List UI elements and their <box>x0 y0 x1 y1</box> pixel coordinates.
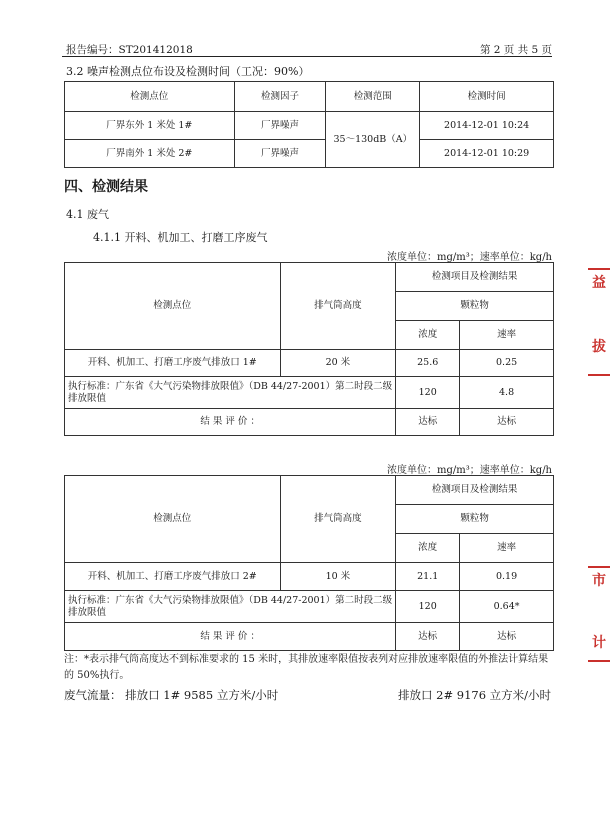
cell-std-rate: 4.8 <box>460 377 554 409</box>
col-header-height: 排气筒高度 <box>280 476 396 563</box>
table-row <box>65 563 554 591</box>
exhaust-table-1 <box>64 262 554 436</box>
cell-factor: 厂界噪声 <box>234 112 326 140</box>
table-row <box>65 377 554 409</box>
col-header-pollutant: 颗粒物 <box>396 292 554 321</box>
col-header-point: 检测点位 <box>65 263 281 350</box>
cell-eval-rate: 达标 <box>460 409 554 436</box>
section-3-2-title: 3.2 噪声检测点位布设及检测时间（工况：90%） <box>66 65 310 78</box>
col-header-items: 检测项目及检测结果 <box>396 476 554 505</box>
cell-eval-conc: 达标 <box>396 409 460 436</box>
cell-time: 2014-12-01 10:24 <box>420 112 554 140</box>
seal-mark <box>588 374 610 376</box>
cell-eval-label: 结 果 评 价 ： <box>65 623 396 651</box>
seal-mark <box>588 566 610 568</box>
page-info: 第 2 页 共 5 页 <box>479 44 552 56</box>
section-4-1-title: 4.1 废气 <box>66 208 109 221</box>
cell-std-conc: 120 <box>396 591 460 623</box>
seal-char: 益 <box>592 275 606 291</box>
footnote: 注：*表示排气筒高度达不到标准要求的 15 米时，其排放速率限值按表列对应排放速率限值的外推法计算结果的 50%执行。 <box>64 654 549 681</box>
col-header-conc: 浓度 <box>396 534 460 563</box>
cell-conc: 21.1 <box>396 563 460 591</box>
noise-table <box>64 81 554 168</box>
col-header-conc: 浓度 <box>396 321 460 350</box>
cell-eval-conc: 达标 <box>396 623 460 651</box>
cell-height: 10 米 <box>280 563 396 591</box>
cell-eval-label: 结 果 评 价 ： <box>65 409 396 436</box>
table-row <box>65 409 554 436</box>
col-header-rate: 速率 <box>460 321 554 350</box>
cell-standard: 执行标准：广东省《大气污染物排放限值》（DB 44/27-2001）第二时段二级排放限值 <box>65 377 396 409</box>
cell-point: 开料、机加工、打磨工序废气排放口 2# <box>65 563 281 591</box>
section-4-1-1-title: 4.1.1 开料、机加工、打磨工序废气 <box>93 231 268 244</box>
cell-conc: 25.6 <box>396 350 460 377</box>
col-header-point: 检测点位 <box>65 476 281 563</box>
col-header-factor: 检测因子 <box>234 82 326 112</box>
section-4-title: 四、检测结果 <box>64 179 148 195</box>
col-header-point: 检测点位 <box>65 82 235 112</box>
header-rule <box>62 56 552 57</box>
unit-note: 浓度单位：mg/m³；速率单位：kg/h <box>386 252 552 263</box>
cell-factor: 厂界噪声 <box>234 140 326 168</box>
seal-char: 市 <box>592 573 606 589</box>
cell-range: 35～130dB（A） <box>326 112 420 168</box>
cell-point: 厂界南外 1 米处 2# <box>65 140 235 168</box>
flow-outlet-2: 排放口 2# 9176 立方米/小时 <box>398 688 552 702</box>
col-header-range: 检测范围 <box>326 82 420 112</box>
cell-eval-rate: 达标 <box>460 623 554 651</box>
table-row <box>65 591 554 623</box>
cell-point: 厂界东外 1 米处 1# <box>65 112 235 140</box>
cell-height: 20 米 <box>280 350 396 377</box>
exhaust-table-2 <box>64 475 554 651</box>
cell-time: 2014-12-01 10:29 <box>420 140 554 168</box>
table-row <box>65 350 554 377</box>
seal-mark <box>588 660 610 662</box>
seal-mark <box>588 268 610 270</box>
col-header-time: 检测时间 <box>420 82 554 112</box>
cell-std-conc: 120 <box>396 377 460 409</box>
cell-rate: 0.19 <box>460 563 554 591</box>
flow-outlet-1: 废气流量： 排放口 1# 9585 立方米/小时 <box>64 688 279 702</box>
cell-std-rate: 0.64* <box>460 591 554 623</box>
col-header-rate: 速率 <box>460 534 554 563</box>
cell-standard: 执行标准：广东省《大气污染物排放限值》（DB 44/27-2001）第二时段二级排放限值 <box>65 591 396 623</box>
col-header-height: 排气筒高度 <box>280 263 396 350</box>
report-number: 报告编号：ST201412018 <box>66 44 193 56</box>
unit-note: 浓度单位：mg/m³；速率单位：kg/h <box>386 465 552 476</box>
cell-point: 开料、机加工、打磨工序废气排放口 1# <box>65 350 281 377</box>
table-row <box>65 112 554 140</box>
col-header-items: 检测项目及检测结果 <box>396 263 554 292</box>
table-row <box>65 623 554 651</box>
col-header-pollutant: 颗粒物 <box>396 505 554 534</box>
table-row <box>65 140 554 168</box>
seal-char: 计 <box>592 635 606 651</box>
cell-rate: 0.25 <box>460 350 554 377</box>
seal-char: 拔 <box>592 339 606 355</box>
